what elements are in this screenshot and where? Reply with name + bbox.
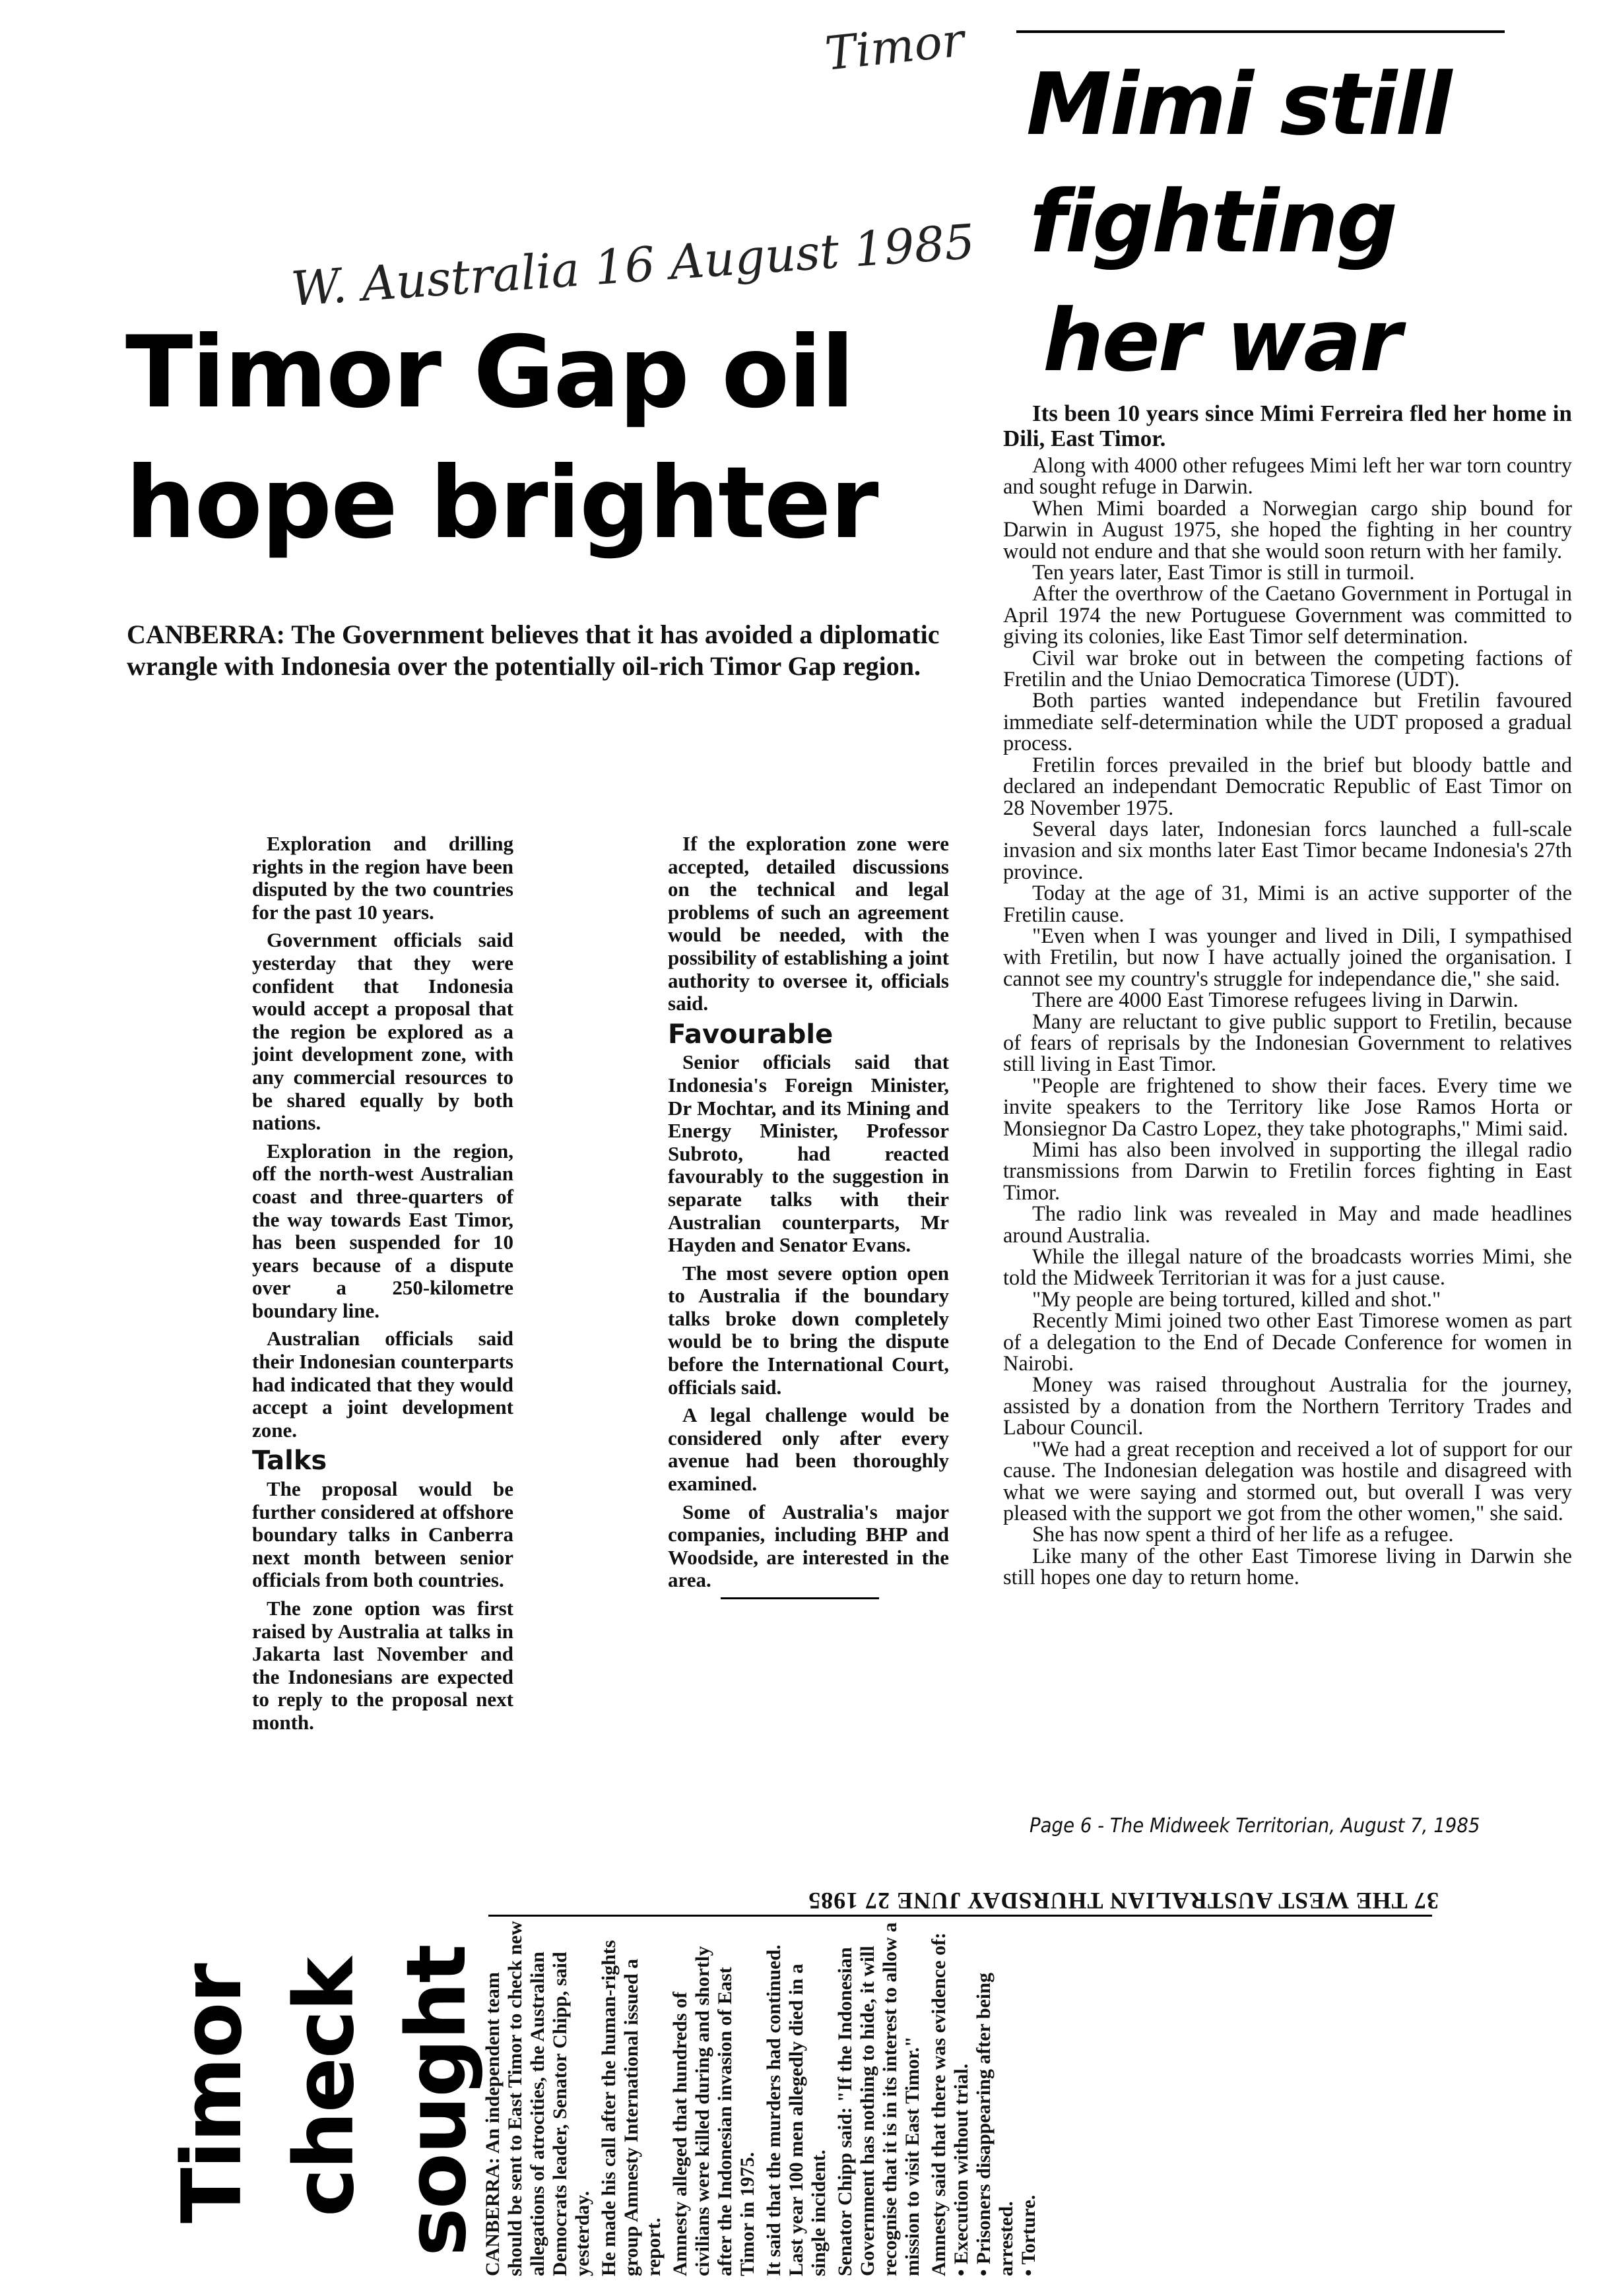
check-page-header: 37 THE WEST AUSTRALIAN THURSDAY JUNE 27 1985: [808, 1888, 1439, 1914]
mimi-body: [1003, 455, 1572, 1589]
mimi-paragraph: Money was raised throughout Australia for the journey, assisted by a donation from the Northern Territory Trades and Labour Council.: [1003, 1373, 1572, 1440]
handwritten-corner-note: Timor: [822, 13, 967, 81]
mimi-paragraph: Fretilin forces prevailed in the brief but bloody battle and declared an independant Democratic Republic of East Timor on 28 November 1975.: [1003, 753, 1572, 820]
oil-col1-paragraph: The proposal would be further considered at offshore boundary talks in Canberra next month between senior officials from both countries.: [252, 1477, 513, 1592]
mimi-paragraph: "We had a great reception and received a lot of support for our cause. The Indonesian delegation was hostile and disagreed with what we were saying and stormed out, but overall I was very pleased with the support we got from the other women," she said.: [1003, 1437, 1572, 1525]
oil-column-1: [252, 833, 513, 1740]
oil-col2-paragraph: A legal challenge would be considered only after every avenue had been thoroughly examined.: [668, 1403, 949, 1496]
check-bullet: • Prisoners disappearing after being arrested.: [973, 1973, 1017, 2276]
subhead-favourable: Favourable: [668, 1019, 834, 1050]
oil-lead: CANBERRA: The Government believes that it has avoided a diplomatic wrangle with Indonesia over the potentially oil-rich Timor Gap region.: [127, 620, 940, 681]
top-rule: [1016, 30, 1505, 33]
mimi-paragraph: There are 4000 East Timorese refugees living in Darwin.: [1032, 988, 1519, 1013]
mimi-paragraph: Ten years later, East Timor is still in turmoil.: [1032, 561, 1415, 585]
mimi-paragraph: While the illegal nature of the broadcasts worries Mimi, she told the Midweek Territorian it was for a just cause.: [1003, 1245, 1572, 1291]
mimi-paragraph: Recently Mimi joined two other East Timorese women as part of a delegation to the End of Decade Conference for women in Nairobi.: [1003, 1309, 1572, 1376]
mimi-paragraph: Like many of the other East Timorese living in Darwin she still hopes one day to return home.: [1003, 1544, 1572, 1590]
mimi-headline-line2: fighting: [1030, 172, 1396, 272]
mimi-credit: Page 6 - The Midweek Territorian, August 7, 1985: [1030, 1814, 1480, 1837]
handwritten-source-note: W. Australia 16 August 1985: [289, 213, 977, 317]
check-bullet: • Execution without trial.: [950, 2063, 972, 2276]
oil-col2-paragraph: Some of Australia's major companies, including BHP and Woodside, are interested in the area.: [668, 1500, 949, 1592]
check-headline-line2: check: [277, 1958, 372, 2217]
mimi-paragraph: "People are frightened to show their faces. Every time we invite speakers to the Territory like Jose Ramos Horta or Monsiegnor Da Castro Lopez, they take photographs," Mimi said.: [1003, 1073, 1572, 1141]
mimi-paragraph: When Mimi boarded a Norwegian cargo ship bound for Darwin in August 1975, she hoped the fighting in her country would not endure and that she would soon return with her family.: [1003, 496, 1572, 563]
oil-headline-line1: Timor Gap oil: [125, 315, 854, 430]
check-paragraph: CANBERRA: An independent team should be sent to East Timor to check new allegations of atrocities, the Australian Democrats leader, Senator Chipp, said yesterday.: [482, 1921, 593, 2276]
check-paragraph: Amnesty said that there was evidence of:: [928, 1932, 950, 2276]
mimi-paragraph: Civil war broke out in between the competing factions of Fretilin and the Uniao Democratica Timorese (UDT).: [1003, 646, 1572, 692]
check-headline-line3: sought: [389, 1945, 484, 2256]
end-rule: [721, 1597, 879, 1599]
oil-col1-paragraph: Australian officials said their Indonesian counterparts had indicated that they would accept a joint development zone.: [252, 1327, 513, 1442]
mimi-headline-line3: her war: [1043, 290, 1400, 391]
mimi-paragraph: The radio link was revealed in May and made headlines around Australia.: [1003, 1202, 1572, 1248]
check-paragraph: It said that the murders had continued. Last year 100 men allegedly died in a single incident.: [763, 1944, 830, 2276]
oil-col2-paragraph: Senior officials said that Indonesia's Foreign Minister, Dr Mochtar, and its Mining and Energy Minister, Professor Subroto, had reacted favourably to the suggestion in separate talks with their Australian counterparts, Mr Hayden and Senator Evans.: [668, 1050, 949, 1257]
mimi-paragraph: Several days later, Indonesian forcs launched a full-scale invasion and six months later East Timor became Indonesia's 27th province.: [1003, 817, 1572, 884]
mimi-paragraph: Today at the age of 31, Mimi is an active supporter of the Fretilin cause.: [1003, 881, 1572, 927]
mimi-paragraph: "Even when I was younger and lived in Dili, I sympathised with Fretilin, but now I have actually joined the organisation. I cannot see my country's struggle for independance die," she said.: [1003, 924, 1572, 991]
check-header-rule: [488, 1915, 1432, 1917]
check-bullet: • Torture.: [1018, 2194, 1039, 2276]
check-paragraph: Amnesty alleged that hundreds of civilians were killed during and shortly after the Indonesian invasion of East Timor in 1975.: [669, 1946, 758, 2276]
check-paragraph: He made his call after the human-rights group Amnesty International issued a report.: [598, 1940, 665, 2276]
mimi-paragraph: After the overthrow of the Caetano Government in Portugal in April 1974 the new Portuguese Government was committed to giving its colonies, like East Timor self determination.: [1003, 582, 1572, 649]
subhead-talks: Talks: [252, 1446, 327, 1477]
oil-headline-line2: hope brighter: [125, 446, 878, 561]
oil-col1-paragraph: Exploration and drilling rights in the region have been disputed by the two countries for the past 10 years.: [252, 832, 513, 924]
mimi-paragraph: Mimi has also been involved in supporting the illegal radio transmissions from Darwin to Fretilin forces fighting in East Timor.: [1003, 1138, 1572, 1205]
oil-col1-paragraph: Exploration in the region, off the north-west Australian coast and three-quarters of the way towards East Timor, has been suspended for 10 years because of a dispute over a 250-kilometre boundary line.: [252, 1139, 513, 1322]
check-body: [482, 1920, 1040, 2276]
mimi-paragraph: "My people are being tortured, killed and shot.": [1032, 1287, 1441, 1312]
oil-column-2: [668, 833, 949, 1599]
oil-col2-paragraph: If the exploration zone were accepted, detailed discussions on the technical and legal problems of such an agreement would be needed, with the possibility of establishing a joint authority to oversee it, officials said.: [668, 832, 949, 1015]
check-paragraph: Senator Chipp said: "If the Indonesian Government has nothing to hide, it will recognise that it is in its interest to allow a mission to visit East Timor.": [834, 1922, 923, 2276]
check-headline-line1: Timor: [165, 1964, 260, 2223]
mimi-paragraph: She has now spent a third of her life as a refugee.: [1032, 1523, 1454, 1547]
oil-col2-paragraph: The most severe option open to Australia if the boundary talks broke down completely would be to bring the dispute before the International Court, officials said.: [668, 1261, 949, 1399]
mimi-headline-line1: Mimi still: [1026, 54, 1451, 154]
mimi-paragraph: Both parties wanted independance but Fretilin favoured immediate self-determination while the UDT proposed a gradual process.: [1003, 689, 1572, 756]
mimi-paragraph: Along with 4000 other refugees Mimi left her war torn country and sought refuge in Darwin.: [1003, 454, 1572, 499]
mimi-lead: Its been 10 years since Mimi Ferreira fled her home in Dili, East Timor.: [1003, 400, 1572, 451]
oil-col1-paragraph: The zone option was first raised by Australia at talks in Jakarta last November and the Indonesians are expected to reply to the proposal next month.: [252, 1597, 513, 1734]
oil-col1-paragraph: Government officials said yesterday that they were confident that Indonesia would accept a proposal that the region be explored as a joint development zone, with any commercial resources to be shared equally by both nations.: [252, 928, 513, 1135]
mimi-paragraph: Many are reluctant to give public support to Fretilin, because of fears of reprisals by the Indonesian Government to relatives still living in East Timor.: [1003, 1009, 1572, 1077]
